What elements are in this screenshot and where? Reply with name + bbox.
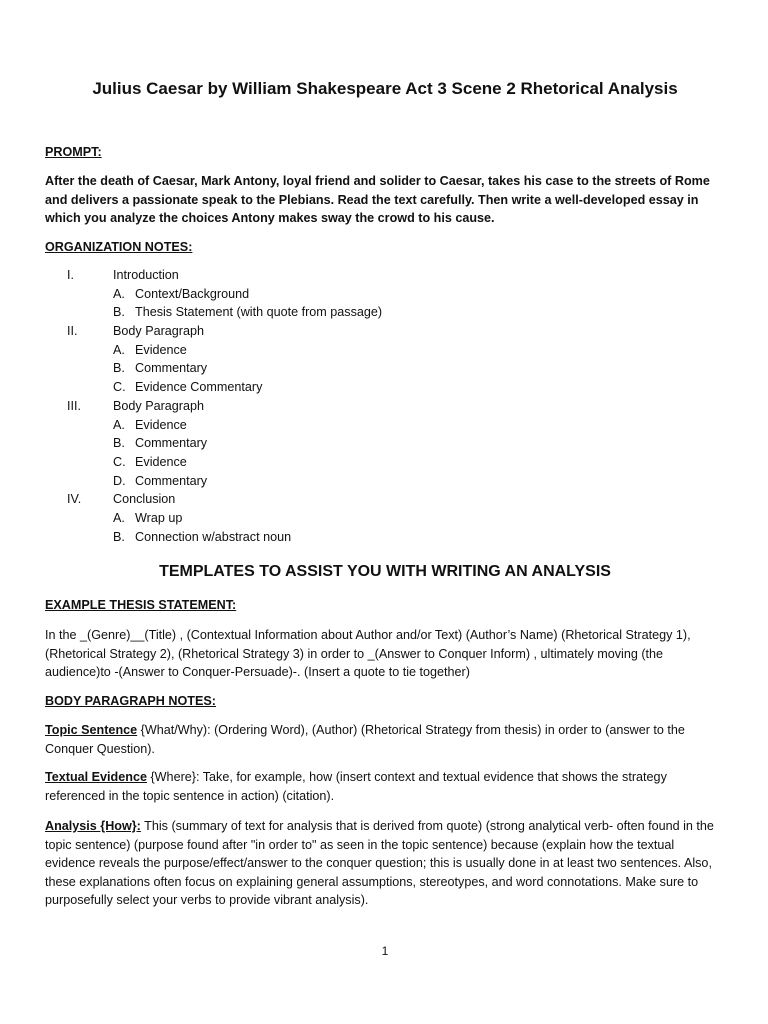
outline-subitem-text: Thesis Statement (with quote from passage) bbox=[135, 305, 383, 320]
outline-numeral: I. bbox=[67, 268, 74, 282]
outline-subitem-text: Commentary bbox=[135, 473, 208, 488]
textual-evidence-term: Textual Evidence bbox=[45, 770, 147, 784]
organization-notes-label: ORGANIZATION NOTES: bbox=[45, 240, 193, 254]
outline-subitem bbox=[67, 416, 707, 435]
outline-subitem-text: Evidence bbox=[135, 342, 187, 357]
analysis-term: Analysis {How}: bbox=[45, 819, 141, 833]
outline-subitem bbox=[67, 509, 707, 528]
templates-heading: TEMPLATES TO ASSIST YOU WITH WRITING AN ANALYSIS bbox=[159, 563, 611, 580]
outline-subitem-letter: B. bbox=[113, 436, 125, 451]
outline-subitem bbox=[67, 472, 707, 491]
body-paragraph-notes-label: BODY PARAGRAPH NOTES: bbox=[45, 694, 216, 708]
textual-evidence-text: {Where}: Take, for example, how (insert context and textual evidence that shows the strategy referenced in the topic sentence in action) (citation). bbox=[45, 770, 667, 803]
outline-subitem-letter: A. bbox=[113, 417, 125, 432]
outline-heading: Body Paragraph bbox=[113, 398, 205, 413]
topic-sentence-text: {What/Why): (Ordering Word), (Author) (Rhetorical Strategy from thesis) in order to (answer to the Conquer Question). bbox=[45, 723, 685, 756]
outline-item bbox=[67, 397, 707, 416]
outline-numeral: II. bbox=[67, 324, 78, 339]
outline-numeral: IV. bbox=[67, 492, 82, 507]
outline-subitem-text: Evidence bbox=[135, 417, 187, 432]
outline-subitem bbox=[67, 434, 707, 453]
outline-subitem-text: Evidence Commentary bbox=[135, 380, 263, 395]
analysis-text: This (summary of text for analysis that is derived from quote) (strong analytical verb- often found in the topic sentence) (purpose found after "in order to" as seen in the topic sentence) because (explain how the textual evidence reveals the purpose/effect/answer to the conquer question; this is usually done in at least two sentences. Also, these explanations often focus on explaining general assumptions, stereotypes, and word connotations. Make sure to purposefully select your verbs to provide vibrant analysis). bbox=[45, 819, 714, 908]
outline-subitem-letter: A. bbox=[113, 510, 125, 525]
outline-subitem-letter: C. bbox=[113, 454, 126, 469]
outline-subitem-text: Connection w/abstract noun bbox=[135, 529, 292, 544]
outline-heading: Conclusion bbox=[113, 492, 176, 507]
thesis-statement-text: In the _(Genre)__(Title) , (Contextual Information about Author and/or Text) (Author’s Name) (Rhetorical Strategy 1), (Rhetorical Strategy 2), (Rhetorical Strategy 3) in order to _(Answer to Conquer Inform) , ultimately moving (the audience)to -(Answer to Conquer-Persuade)-. (Insert a quote to tie together) bbox=[45, 628, 691, 680]
outline-subitem-letter: B. bbox=[113, 529, 125, 544]
outline-subitem bbox=[67, 303, 707, 322]
outline-subitem bbox=[67, 378, 707, 397]
outline-subitem-letter: B. bbox=[113, 305, 125, 320]
outline-subitem-text: Context/Background bbox=[135, 286, 250, 301]
topic-sentence-paragraph bbox=[45, 721, 725, 758]
prompt-label: PROMPT: bbox=[45, 145, 102, 159]
outline-item bbox=[67, 490, 707, 509]
outline-subitem-letter: C. bbox=[113, 380, 126, 395]
prompt-text: After the death of Caesar, Mark Antony, loyal friend and solider to Caesar, takes his case to the streets of Rome and delivers a passionate speak to the Plebians. Read the text carefully. Then write a well-developed essay in which you analyze the choices Antony makes sway the crowd to his cause. bbox=[45, 174, 710, 226]
document-title: Julius Caesar by William Shakespeare Act 3 Scene 2 Rhetorical Analysis bbox=[92, 79, 678, 98]
outline-subitem bbox=[67, 453, 707, 472]
outline-subitem-letter: A. bbox=[113, 342, 125, 357]
outline-item bbox=[67, 266, 707, 285]
thesis-statement-label: EXAMPLE THESIS STATEMENT: bbox=[45, 598, 237, 612]
textual-evidence-paragraph bbox=[45, 768, 725, 805]
outline-subitem-text: Wrap up bbox=[135, 510, 183, 525]
outline-subitem bbox=[67, 528, 707, 547]
outline-subitem-letter: D. bbox=[113, 473, 126, 488]
outline-subitem-letter: A. bbox=[113, 286, 125, 301]
organization-outline bbox=[67, 266, 707, 546]
outline-subitem bbox=[67, 285, 707, 304]
outline-subitem-text: Evidence bbox=[135, 454, 187, 469]
outline-subitem-letter: B. bbox=[113, 361, 125, 376]
outline-item bbox=[67, 322, 707, 341]
outline-subitem bbox=[67, 359, 707, 378]
outline-heading: Body Paragraph bbox=[113, 324, 205, 339]
topic-sentence-term: Topic Sentence bbox=[45, 723, 138, 737]
page-number: 1 bbox=[381, 944, 389, 958]
outline-subitem-text: Commentary bbox=[135, 436, 208, 451]
analysis-paragraph bbox=[45, 817, 725, 910]
outline-heading: Introduction bbox=[113, 268, 179, 282]
outline-numeral: III. bbox=[67, 398, 81, 413]
outline-subitem bbox=[67, 341, 707, 360]
outline-subitem-text: Commentary bbox=[135, 361, 208, 376]
